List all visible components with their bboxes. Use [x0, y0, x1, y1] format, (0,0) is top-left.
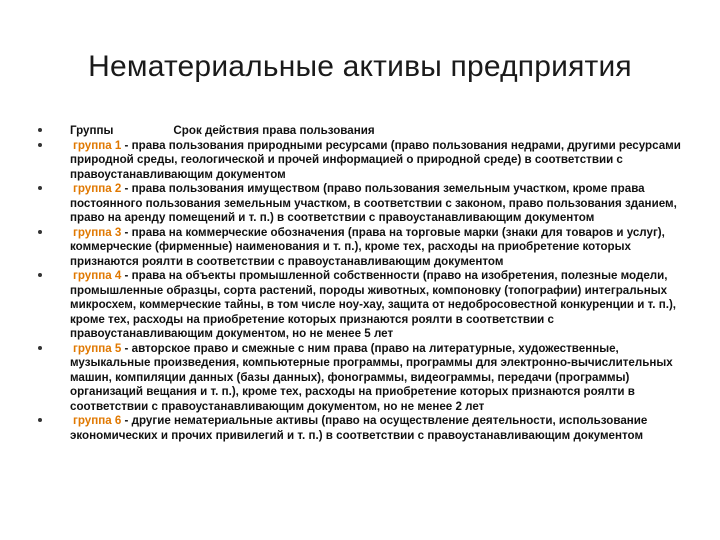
header-term-label: Срок действия права пользования	[173, 124, 375, 137]
bullet-icon	[38, 143, 42, 147]
slide-title: Нематериальные активы предприятия	[88, 50, 632, 83]
group-label: группа 5	[73, 341, 122, 355]
list-item	[38, 269, 688, 342]
group-description: - права пользования имуществом (право пользования земельным участком, кроме права постоянного пользования земельным участком, в соответствии с законом, право пользования зданием, право на аренду помещений и т. п.) в соответствии с правоустанавливающим документом	[70, 182, 677, 224]
bullet-icon	[38, 186, 42, 190]
list-item	[38, 414, 688, 443]
group-label: группа 6	[73, 414, 122, 427]
group-description: - права на объекты промышленной собственности (право на изобретения, полезные модели, промышленные образцы, сорта растений, породы животных, компоновку (топографии) интегральных микросхем, коммерческие тайны, в том числе ноу-хау, защита от недобросовестной конкуренции и т. п.), кроме тех, расходы на приобретение которых признаются роялти в соответствии с правоустанавливающим документом, но не менее 5 лет	[70, 269, 677, 340]
group-description: - другие нематериальные активы (право на осуществление деятельности, использование экономических и прочих привилегий и т. п.) в соответствии с правоустанавливающим документом	[70, 414, 648, 442]
bullet-icon	[38, 418, 42, 422]
list-item	[38, 182, 688, 226]
bullet-icon	[38, 273, 42, 277]
bullet-icon	[38, 346, 42, 350]
list-item	[38, 139, 688, 183]
group-label: группа 4	[73, 269, 122, 282]
list-item	[38, 226, 688, 270]
list-header	[38, 124, 688, 139]
group-description: - права на коммерческие обозначения (права на торговые марки (знаки для товаров и услуг), коммерческие (фирменные) наименования и т. п.), кроме тех, расходы на приобретение которых признаются роялти в соответствии с правоустанавливающим документом	[70, 225, 665, 268]
header-groups-label: Группы	[70, 124, 114, 137]
list-item	[38, 342, 688, 415]
group-label: группа 2	[73, 182, 122, 195]
group-label: группа 3	[73, 225, 122, 239]
group-label: группа 1	[73, 138, 122, 152]
group-description: - права пользования природными ресурсами (право пользования недрами, другими ресурсами природной среды, геологической и прочей информацией о природной среде) в соответствии с правоустанавливающим документом	[70, 138, 681, 181]
group-description: - авторское право и смежные с ним права (право на литературные, художественные, музыкальные произведения, компьютерные программы, программы для электронно-вычислительных машин, компиляции данных (базы данных), фонограммы, видеограммы, передачи (программы) организаций вещания и т. п.), кроме тех, расходы на приобретение которых признаются роялти в соответствии с правоустанавливающим документом, но не менее 2 лет	[70, 341, 673, 413]
bullet-icon	[38, 230, 42, 234]
bullet-icon	[38, 128, 42, 132]
groups-list	[38, 124, 688, 443]
